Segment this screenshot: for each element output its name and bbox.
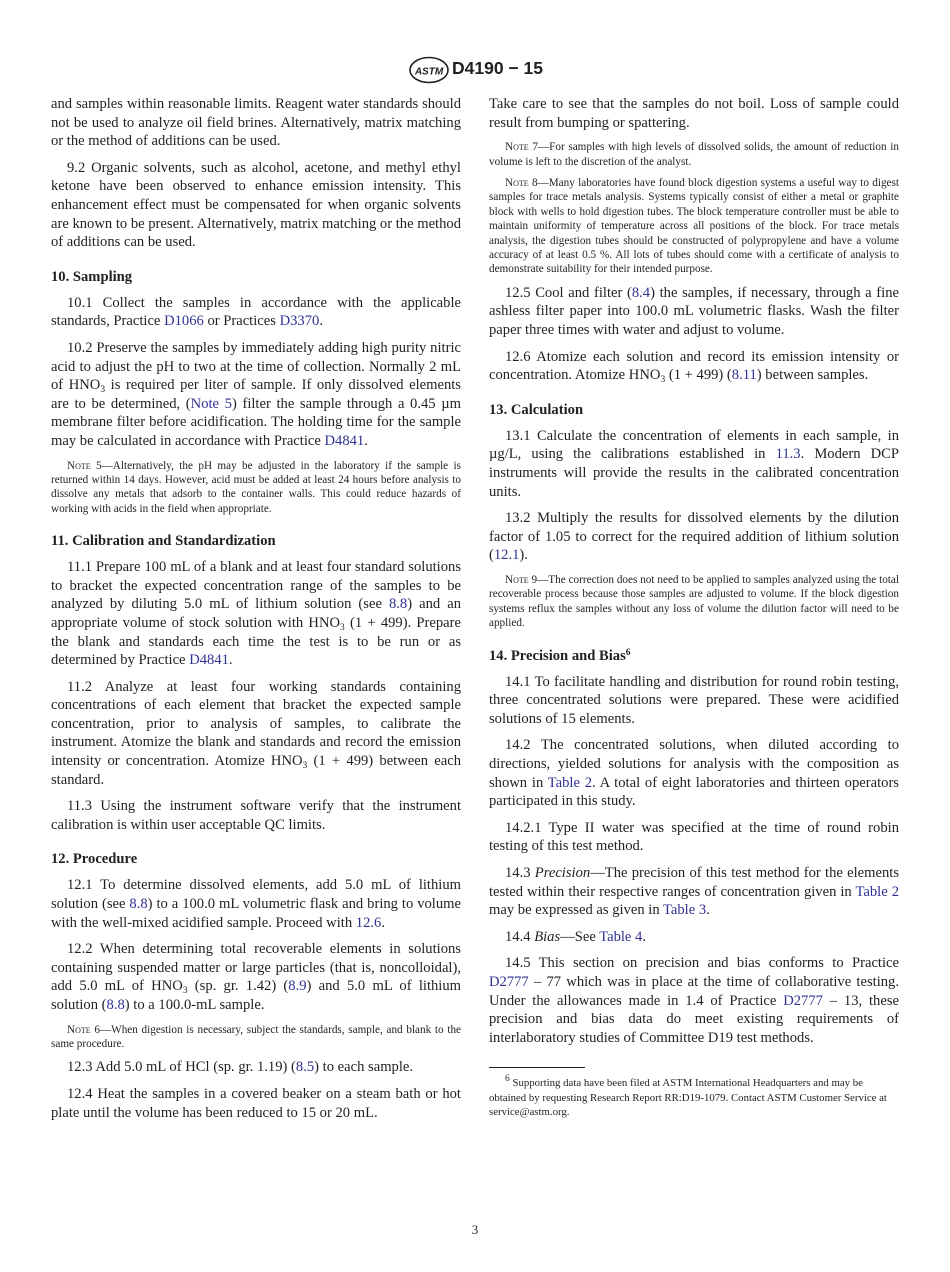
link-table-2[interactable]: Table 2 bbox=[855, 883, 899, 900]
link-8-8[interactable]: 8.8 bbox=[388, 596, 408, 613]
link-8-8[interactable]: 8.8 bbox=[129, 896, 148, 913]
link-d2777[interactable]: D2777 bbox=[489, 973, 529, 990]
link-11-3[interactable]: 11.3 bbox=[775, 446, 801, 463]
footnote-6: $^6$ Supporting data have been filed at ASTM International Headquarters and may be obtained by requesting Research Report RR:D19-1079. Contact ASTM Customer Service at service@astm.org. bbox=[489, 1074, 887, 1118]
link-table-4[interactable]: Table 4 bbox=[599, 928, 643, 945]
link-d2777[interactable]: D2777 bbox=[783, 992, 823, 1009]
paragraph-12-5: 12.5 Cool and filter (8.4) the samples, if necessary, through a fine ashless filter paper into 100.0 mL volumetric flasks. Wash the filter paper three times with water and adjust to volume. bbox=[489, 284, 899, 339]
link-d3370[interactable]: D3370 bbox=[279, 313, 320, 330]
paragraph-13-2: 13.2 Multiply the results for dissolved elements by the dilution factor of 1.05 to correct for the required addition of lithium solution (12.1). bbox=[489, 510, 899, 564]
page-number: 3 bbox=[471, 1222, 479, 1237]
page-header bbox=[0, 56, 950, 86]
link-8-5[interactable]: 8.5 bbox=[295, 1059, 315, 1076]
link-d4841[interactable]: D4841 bbox=[189, 652, 229, 669]
paragraph-14-3: 14.3 Precision—The precision of this test method for the elements tested within their respective ranges of concentration given in Table 2 may be expressed as given in Table 3. bbox=[489, 864, 899, 919]
link-note-5[interactable]: Note 5 bbox=[190, 395, 232, 412]
footnote-divider bbox=[489, 1067, 585, 1068]
link-8-4[interactable]: 8.4 bbox=[631, 284, 651, 301]
astm-logo-icon bbox=[408, 56, 450, 84]
note-7: Note 7—For samples with high levels of dissolved solids, the amount of reduction in volume is left to the discretion of the analyst. bbox=[489, 141, 899, 168]
svg-text:ASTM: ASTM bbox=[414, 66, 444, 78]
link-12-6[interactable]: 12.6 bbox=[355, 914, 382, 931]
paragraph-12-3: 12.3 Add 5.0 mL of HCl (sp. gr. 1.19) (8.5) to each sample. bbox=[67, 1059, 414, 1076]
paragraph-10-1: 10.1 Collect the samples in accordance with the applicable standards, Practice D1066 or Practices D3370. bbox=[51, 294, 461, 330]
note-8: Note 8—Many laboratories have found block digestion systems a useful way to digest samples for trace metals analysis. Systems typically consist of either a metal or graphite block with wells to hold digestion tubes. The block temperature controller must be able to maintain uniformity of temperature across all positions of the block. For trace metals analysis, the digestion tubes should be constructed of polypropylene and have a volume accuracy of at least 0.5 %. All lots of tubes should come with a certificate of analysis to demonstrate suitability for their intended purpose. bbox=[489, 177, 899, 276]
section-heading-12: 12. Procedure bbox=[51, 851, 138, 868]
link-table-3[interactable]: Table 3 bbox=[663, 902, 707, 919]
note-5: Note 5—Alternatively, the pH may be adjusted in the laboratory if the sample is returned within 14 days. However, acid must be added at least 24 hours before analysis to dissolve any metals that adsorb to the container walls. This could reduce hazards of working with acids in the field when appropriate. bbox=[51, 459, 461, 515]
paragraph-10-2: 10.2 Preserve the samples by immediately adding high purity nitric acid to adjust the pH to two at the time of collection. Normally 2 mL of $HNO_3$ is required per liter of sample. If only dissolved elements are to be determined, (Note 5) filter the sample through a 0.45 µm membrane filter before acidification. The holding time for the sample may be calculated in accordance with Practice D4841. bbox=[51, 339, 461, 449]
document-designation: D4190 − 15 bbox=[452, 58, 543, 78]
link-8-11[interactable]: 8.11 bbox=[731, 367, 757, 384]
note-9: Note 9—The correction does not need to be applied to samples analyzed using the total recoverable process because those samples are adjusted to volume. If the block digestion systems reflux the samples without any loss of volume the dilution factor will need to be applied. bbox=[489, 573, 899, 630]
link-d1066[interactable]: D1066 bbox=[164, 313, 204, 330]
link-8-8[interactable]: 8.8 bbox=[106, 997, 125, 1013]
note-6: Note 6—When digestion is necessary, subject the standards, sample, and blank to the same procedure. bbox=[51, 1023, 461, 1050]
paragraph-14-4: 14.4 Bias—See Table 4. bbox=[505, 928, 647, 945]
paragraph-14-5: 14.5 This section on precision and bias conforms to Practice D2777 – 77 which was in place at the time of collaborative testing. Under the allowances made in 1.4 of Practice D2777 – 13, these precision and bias data do meet existing requirements of interlaboratory studies of Committee D19 test methods. bbox=[489, 955, 899, 1046]
left-column bbox=[51, 95, 461, 1130]
paragraph-12-2: 12.2 When determining total recoverable elements in solutions containing suspended matter or large particles (that is, noncolloidal), add 5.0 mL of $HNO_3$ (sp. gr. 1.42) (8.9) and 5.0 mL of lithium solution (8.8) to a 100.0-mL sample. bbox=[51, 941, 461, 1013]
paragraph-11-3: 11.3 Using the instrument software verify that the instrument calibration is within user acceptable QC limits. bbox=[51, 798, 461, 833]
paragraph-12-4-continued: Take care to see that the samples do not boil. Loss of sample could result from bumping or spattering. bbox=[489, 96, 899, 131]
paragraph-14-2-1: 14.2.1 Type II water was specified at the time of round robin testing of this test method. bbox=[489, 819, 899, 855]
paragraph-14-1: 14.1 To facilitate handling and distribution for round robin testing, three concentrated solutions were prepared. These were acidified solutions of 15 elements. bbox=[489, 673, 899, 727]
paragraph-11-1: 11.1 Prepare 100 mL of a blank and at least four standard solutions to bracket the expected concentration range of the samples to be analyzed by diluting 5.0 mL of lithium solution (see 8.8) and an appropriate volume of stock solution with $HNO_3$ (1 + 499). Prepare the blank and standards each time the test is to be run or as determined by Practice D4841. bbox=[51, 559, 461, 669]
section-heading-14: 14. Precision and Bias$^6$ bbox=[489, 647, 631, 664]
paragraph-continued: and samples within reasonable limits. Reagent water standards should not be used to analyze oil field brines. Alternatively, matrix matching or the method of additions can be used. bbox=[51, 96, 461, 150]
link-d4841[interactable]: D4841 bbox=[324, 432, 365, 449]
paragraph-13-1: 13.1 Calculate the concentration of elements in each sample, in µg/L, using the calibrations established in 11.3. Modern DCP instruments will provide the results in the calibrated concentration units. bbox=[489, 427, 899, 500]
paragraph-12-6: 12.6 Atomize each solution and record its emission intensity or concentration. Atomize $HNO_3$ (1 + 499) (8.11) between samples. bbox=[489, 348, 899, 386]
paragraph-9-2: 9.2 Organic solvents, such as alcohol, acetone, and methyl ethyl ketone have been observed to enhance emission intensity. This enhancement effect must be compensated for when organic solvents are known to be present. Alternatively, matrix matching or the method of additions can be used. bbox=[51, 159, 461, 251]
right-column bbox=[489, 95, 899, 1119]
paragraph-11-2: 11.2 Analyze at least four working standards containing concentrations of each element that bracket the expected sample concentration, prior to analysis of samples, to calibrate the instrument. Atomize the blank and standards and record the emission intensity or concentration. Atomize $HNO_3$ (1 + 499) between each standard. bbox=[51, 678, 461, 788]
section-heading-11: 11. Calibration and Standardization bbox=[51, 533, 276, 550]
paragraph-12-4: 12.4 Heat the samples in a covered beaker on a steam bath or hot plate until the volume has been reduced to 15 or 20 mL. bbox=[51, 1086, 461, 1121]
paragraph-14-2: 14.2 The concentrated solutions, when diluted according to directions, yielded solutions for analysis with the composition as shown in Table 2. A total of eight laboratories and thirteen operators participated in this study. bbox=[489, 737, 899, 810]
section-heading-10: 10. Sampling bbox=[51, 268, 133, 285]
link-12-1[interactable]: 12.1 bbox=[493, 547, 520, 564]
link-8-9[interactable]: 8.9 bbox=[288, 978, 307, 995]
paragraph-12-1: 12.1 To determine dissolved elements, add 5.0 mL of lithium solution (see 8.8) to a 100.0 mL volumetric flask and bring to volume with the well-mixed acidified sample. Proceed with 12.6. bbox=[51, 877, 461, 931]
section-heading-13: 13. Calculation bbox=[489, 401, 584, 418]
link-table-2[interactable]: Table 2 bbox=[547, 774, 593, 791]
